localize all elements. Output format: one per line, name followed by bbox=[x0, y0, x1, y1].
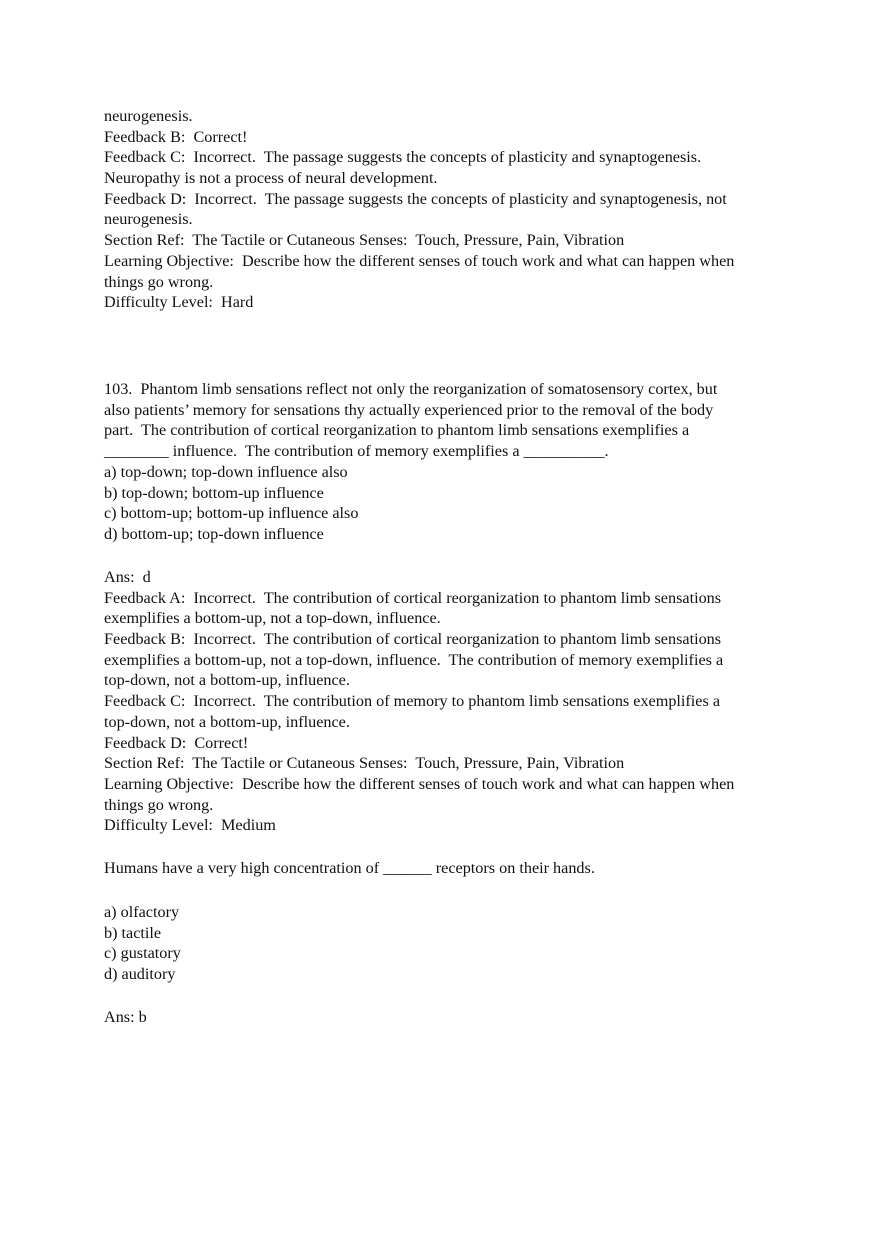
section-ref: Section Ref: The Tactile or Cutaneous Senses: Touch, Pressure, Pain, Vibration bbox=[104, 754, 625, 773]
question-stem-line: ________ influence. The contribution of memory exemplifies a __________. bbox=[104, 442, 609, 461]
question-stem-line: also patients’ memory for sensations thy actually experienced prior to the removal of the body bbox=[104, 400, 714, 419]
text-line: things go wrong. bbox=[104, 795, 214, 814]
learning-objective: Learning Objective: Describe how the different senses of touch work and what can happen when bbox=[104, 774, 735, 793]
text-line: exemplifies a bottom-up, not a top-down, influence. bbox=[104, 609, 441, 628]
difficulty-level: Difficulty Level: Hard bbox=[104, 293, 254, 312]
question-103-options bbox=[104, 462, 794, 545]
next-question-options bbox=[104, 902, 794, 985]
option-d: d) auditory bbox=[104, 965, 176, 984]
answer-line: Ans: b bbox=[104, 1008, 147, 1026]
section-ref: Section Ref: The Tactile or Cutaneous Senses: Touch, Pressure, Pain, Vibration bbox=[104, 231, 625, 250]
feedback-d: Feedback D: Incorrect. The passage suggests the concepts of plasticity and synaptogenesis, not bbox=[104, 189, 727, 208]
option-d: d) bottom-up; top-down influence bbox=[104, 525, 324, 544]
feedback-a: Feedback A: Incorrect. The contribution of cortical reorganization to phantom limb sensations bbox=[104, 588, 722, 607]
text-line: Neuropathy is not a process of neural development. bbox=[104, 169, 438, 188]
feedback-c: Feedback C: Incorrect. The contribution of memory to phantom limb sensations exemplifies a bbox=[104, 692, 721, 711]
next-question-answer bbox=[104, 1007, 794, 1028]
text-line: top-down, not a bottom-up, influence. bbox=[104, 671, 350, 690]
option-c: c) bottom-up; bottom-up influence also bbox=[104, 504, 359, 523]
learning-objective: Learning Objective: Describe how the different senses of touch work and what can happen when bbox=[104, 251, 735, 270]
question-stem-line: part. The contribution of cortical reorganization to phantom limb sensations exemplifies a bbox=[104, 421, 690, 440]
question-103-answer bbox=[104, 567, 794, 836]
feedback-b: Feedback B: Incorrect. The contribution of cortical reorganization to phantom limb sensations bbox=[104, 630, 722, 649]
question-103-stem bbox=[104, 379, 794, 462]
option-a: a) top-down; top-down influence also bbox=[104, 463, 348, 481]
text-line: neurogenesis. bbox=[104, 210, 193, 229]
difficulty-level: Difficulty Level: Medium bbox=[104, 816, 276, 835]
next-question-stem bbox=[104, 858, 794, 879]
option-a: a) olfactory bbox=[104, 903, 180, 921]
feedback-c: Feedback C: Incorrect. The passage suggests the concepts of plasticity and synaptogenesis. bbox=[104, 148, 702, 167]
option-b: b) tactile bbox=[104, 923, 162, 942]
option-c: c) gustatory bbox=[104, 944, 181, 963]
option-b: b) top-down; bottom-up influence bbox=[104, 483, 324, 502]
text-line: things go wrong. bbox=[104, 272, 214, 291]
answer-line: Ans: d bbox=[104, 568, 151, 586]
text-line: exemplifies a bottom-up, not a top-down, influence. The contribution of memory exemplifies a bbox=[104, 650, 724, 669]
question-stem-line: Humans have a very high concentration of ______ receptors on their hands. bbox=[104, 859, 595, 877]
feedback-b: Feedback B: Correct! bbox=[104, 127, 248, 146]
question-stem-line: 103. Phantom limb sensations reflect not only the reorganization of somatosensory cortex, but bbox=[104, 380, 718, 398]
text-line: top-down, not a bottom-up, influence. bbox=[104, 712, 350, 731]
text-line: neurogenesis. bbox=[104, 107, 193, 125]
previous-question-tail bbox=[104, 106, 794, 313]
feedback-d: Feedback D: Correct! bbox=[104, 733, 249, 752]
